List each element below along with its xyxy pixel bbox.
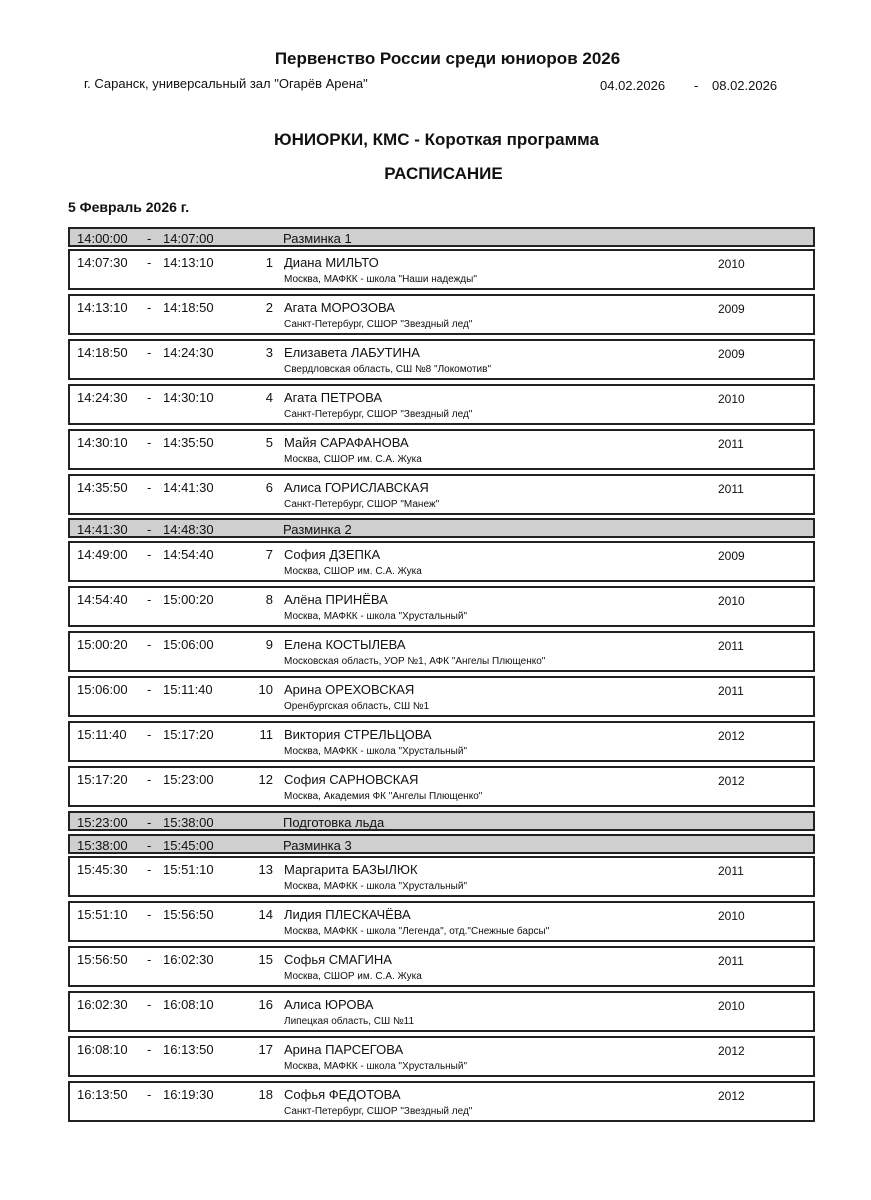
birth-year: 2012 bbox=[718, 1044, 745, 1058]
end-time: 14:48:30 bbox=[163, 522, 214, 537]
start-time: 16:13:50 bbox=[77, 1087, 128, 1102]
skater-row bbox=[68, 631, 815, 672]
time-separator: - bbox=[147, 592, 152, 607]
club-name: Москва, МАФКК - школа "Хрустальный" bbox=[284, 881, 468, 892]
skater-row bbox=[68, 384, 815, 425]
skater-name: Алёна ПРИНЁВА bbox=[284, 592, 388, 607]
birth-year: 2009 bbox=[718, 347, 745, 361]
date-end: 08.02.2026 bbox=[712, 78, 778, 93]
time-separator: - bbox=[147, 952, 152, 967]
birth-year: 2011 bbox=[718, 684, 744, 698]
skater-name: Майя САРАФАНОВА bbox=[284, 435, 409, 450]
end-time: 14:13:10 bbox=[163, 255, 214, 270]
time-separator: - bbox=[147, 838, 152, 853]
skater-name: Маргарита БАЗЫЛЮК bbox=[284, 862, 418, 877]
start-number: 8 bbox=[265, 592, 273, 607]
skater-name: Софья СМАГИНА bbox=[284, 952, 392, 967]
club-name: Москва, МАФКК - школа "Хрустальный" bbox=[284, 611, 468, 622]
skater-name: Арина ПАРСЕГОВА bbox=[284, 1042, 404, 1057]
event-title: ЮНИОРКИ, КМС - Короткая программа bbox=[274, 130, 599, 149]
birth-year: 2009 bbox=[718, 302, 745, 316]
skater-name: Лидия ПЛЕСКАЧЁВА bbox=[284, 907, 411, 922]
skater-name: Арина ОРЕХОВСКАЯ bbox=[284, 682, 415, 697]
club-name: Москва, МАФКК - школа "Легенда", отд."Снежные барсы" bbox=[284, 926, 550, 937]
start-time: 14:13:10 bbox=[77, 300, 128, 315]
time-separator: - bbox=[147, 637, 152, 652]
start-number: 18 bbox=[258, 1087, 273, 1102]
end-time: 15:45:00 bbox=[163, 838, 214, 853]
skater-row bbox=[68, 586, 815, 627]
start-time: 15:51:10 bbox=[77, 907, 128, 922]
birth-year: 2011 bbox=[718, 954, 744, 968]
time-separator: - bbox=[147, 727, 152, 742]
club-name: Москва, МАФКК - школа "Хрустальный" bbox=[284, 1061, 468, 1072]
start-time: 16:08:10 bbox=[77, 1042, 128, 1057]
birth-year: 2010 bbox=[718, 999, 745, 1013]
skater-row bbox=[68, 429, 815, 470]
start-time: 15:11:40 bbox=[77, 727, 127, 742]
end-time: 14:30:10 bbox=[163, 390, 214, 405]
time-separator: - bbox=[147, 997, 152, 1012]
start-number: 3 bbox=[265, 345, 273, 360]
birth-year: 2010 bbox=[718, 257, 745, 271]
start-number: 10 bbox=[258, 682, 273, 697]
start-number: 16 bbox=[258, 997, 273, 1012]
time-separator: - bbox=[147, 1087, 152, 1102]
end-time: 14:18:50 bbox=[163, 300, 214, 315]
start-number: 2 bbox=[265, 300, 273, 315]
skater-row bbox=[68, 856, 815, 897]
time-separator: - bbox=[147, 907, 152, 922]
club-name: Оренбургская область, СШ №1 bbox=[284, 701, 430, 712]
break-row bbox=[68, 811, 815, 831]
skater-row bbox=[68, 901, 815, 942]
start-number: 9 bbox=[265, 637, 273, 652]
skater-name: Диана МИЛЬТО bbox=[284, 255, 379, 270]
venue: г. Саранск, универсальный зал "Огарёв Арена" bbox=[84, 76, 368, 91]
club-name: Москва, МАФКК - школа "Наши надежды" bbox=[284, 274, 477, 285]
skater-row bbox=[68, 946, 815, 987]
day-heading: 5 Февраль 2026 г. bbox=[68, 199, 190, 215]
end-time: 14:07:00 bbox=[163, 231, 214, 246]
end-time: 14:41:30 bbox=[163, 480, 214, 495]
start-number: 11 bbox=[259, 727, 273, 742]
skater-name: Агата МОРОЗОВА bbox=[284, 300, 395, 315]
time-separator: - bbox=[147, 815, 152, 830]
club-name: Москва, МАФКК - школа "Хрустальный" bbox=[284, 746, 468, 757]
start-number: 6 bbox=[265, 480, 273, 495]
end-time: 15:23:00 bbox=[163, 772, 214, 787]
skater-row bbox=[68, 721, 815, 762]
skater-row bbox=[68, 474, 815, 515]
club-name: Москва, СШОР им. С.А. Жука bbox=[284, 566, 422, 577]
club-name: Санкт-Петербург, СШОР "Звездный лед" bbox=[284, 1106, 473, 1117]
club-name: Липецкая область, СШ №11 bbox=[284, 1016, 415, 1027]
end-time: 16:02:30 bbox=[163, 952, 214, 967]
end-time: 14:24:30 bbox=[163, 345, 214, 360]
break-label: Разминка 3 bbox=[283, 838, 352, 853]
end-time: 16:08:10 bbox=[163, 997, 214, 1012]
break-row bbox=[68, 518, 815, 538]
club-name: Санкт-Петербург, СШОР "Звездный лед" bbox=[284, 409, 473, 420]
end-time: 15:51:10 bbox=[163, 862, 214, 877]
start-time: 15:06:00 bbox=[77, 682, 128, 697]
birth-year: 2011 bbox=[718, 482, 744, 496]
club-name: Московская область, УОР №1, АФК "Ангелы Плющенко" bbox=[284, 656, 546, 667]
end-time: 15:56:50 bbox=[163, 907, 214, 922]
time-separator: - bbox=[147, 345, 152, 360]
break-label: Разминка 1 bbox=[283, 231, 352, 246]
start-time: 15:38:00 bbox=[77, 838, 128, 853]
skater-name: Елизавета ЛАБУТИНА bbox=[284, 345, 420, 360]
skater-name: Софья ФЕДОТОВА bbox=[284, 1087, 401, 1102]
birth-year: 2011 bbox=[718, 639, 744, 653]
start-time: 15:23:00 bbox=[77, 815, 128, 830]
start-number: 13 bbox=[258, 862, 273, 877]
start-number: 7 bbox=[265, 547, 273, 562]
start-time: 14:41:30 bbox=[77, 522, 128, 537]
time-separator: - bbox=[147, 522, 152, 537]
time-separator: - bbox=[147, 547, 152, 562]
skater-row bbox=[68, 766, 815, 807]
end-time: 14:35:50 bbox=[163, 435, 214, 450]
birth-year: 2010 bbox=[718, 909, 745, 923]
time-separator: - bbox=[147, 300, 152, 315]
start-time: 15:00:20 bbox=[77, 637, 128, 652]
club-name: Москва, СШОР им. С.А. Жука bbox=[284, 971, 422, 982]
start-number: 12 bbox=[258, 772, 273, 787]
page-title: Первенство России среди юниоров 2026 bbox=[274, 49, 621, 68]
start-number: 14 bbox=[258, 907, 273, 922]
start-time: 14:18:50 bbox=[77, 345, 128, 360]
birth-year: 2012 bbox=[718, 729, 745, 743]
time-separator: - bbox=[147, 1042, 152, 1057]
start-number: 1 bbox=[265, 255, 273, 270]
time-separator: - bbox=[147, 255, 152, 270]
end-time: 16:13:50 bbox=[163, 1042, 214, 1057]
skater-name: Алиса ЮРОВА bbox=[284, 997, 374, 1012]
end-time: 16:19:30 bbox=[163, 1087, 214, 1102]
start-time: 14:49:00 bbox=[77, 547, 128, 562]
time-separator: - bbox=[147, 862, 152, 877]
skater-row bbox=[68, 991, 815, 1032]
end-time: 15:11:40 bbox=[163, 682, 213, 697]
start-time: 14:54:40 bbox=[77, 592, 128, 607]
skater-name: Елена КОСТЫЛЕВА bbox=[284, 637, 406, 652]
skater-name: Алиса ГОРИСЛАВСКАЯ bbox=[284, 480, 429, 495]
start-time: 16:02:30 bbox=[77, 997, 128, 1012]
end-time: 15:38:00 bbox=[163, 815, 214, 830]
break-label: Подготовка льда bbox=[283, 815, 385, 830]
start-time: 14:24:30 bbox=[77, 390, 128, 405]
time-separator: - bbox=[147, 231, 152, 246]
start-number: 17 bbox=[258, 1042, 273, 1057]
start-number: 4 bbox=[265, 390, 273, 405]
skater-row bbox=[68, 339, 815, 380]
skater-row bbox=[68, 249, 815, 290]
start-time: 15:17:20 bbox=[77, 772, 128, 787]
skater-row bbox=[68, 541, 815, 582]
skater-row bbox=[68, 1036, 815, 1077]
start-time: 14:07:30 bbox=[77, 255, 128, 270]
start-time: 15:45:30 bbox=[77, 862, 128, 877]
birth-year: 2009 bbox=[718, 549, 745, 563]
end-time: 15:06:00 bbox=[163, 637, 214, 652]
birth-year: 2011 bbox=[718, 864, 744, 878]
break-row bbox=[68, 834, 815, 854]
time-separator: - bbox=[147, 390, 152, 405]
birth-year: 2010 bbox=[718, 594, 745, 608]
start-time: 14:30:10 bbox=[77, 435, 128, 450]
time-separator: - bbox=[147, 480, 152, 495]
end-time: 15:17:20 bbox=[163, 727, 214, 742]
date-separator: - bbox=[694, 78, 699, 93]
end-time: 15:00:20 bbox=[163, 592, 214, 607]
birth-year: 2012 bbox=[718, 774, 745, 788]
skater-row bbox=[68, 294, 815, 335]
date-start: 04.02.2026 bbox=[600, 78, 666, 93]
skater-row bbox=[68, 676, 815, 717]
break-row bbox=[68, 227, 815, 247]
club-name: Свердловская область, СШ №8 "Локомотив" bbox=[284, 364, 491, 375]
start-time: 14:00:00 bbox=[77, 231, 128, 246]
skater-row bbox=[68, 1081, 815, 1122]
time-separator: - bbox=[147, 772, 152, 787]
skater-name: София ДЗЕПКА bbox=[284, 547, 381, 562]
time-separator: - bbox=[147, 435, 152, 450]
end-time: 14:54:40 bbox=[163, 547, 214, 562]
club-name: Санкт-Петербург, СШОР "Манеж" bbox=[284, 499, 440, 510]
club-name: Москва, СШОР им. С.А. Жука bbox=[284, 454, 422, 465]
time-separator: - bbox=[147, 682, 152, 697]
club-name: Санкт-Петербург, СШОР "Звездный лед" bbox=[284, 319, 473, 330]
break-label: Разминка 2 bbox=[283, 522, 352, 537]
skater-name: Агата ПЕТРОВА bbox=[284, 390, 383, 405]
start-number: 15 bbox=[258, 952, 273, 967]
birth-year: 2010 bbox=[718, 392, 745, 406]
schedule-heading: РАСПИСАНИЕ bbox=[384, 164, 503, 183]
start-time: 15:56:50 bbox=[77, 952, 128, 967]
start-time: 14:35:50 bbox=[77, 480, 128, 495]
skater-name: София САРНОВСКАЯ bbox=[284, 772, 419, 787]
birth-year: 2011 bbox=[718, 437, 744, 451]
skater-name: Виктория СТРЕЛЬЦОВА bbox=[284, 727, 432, 742]
birth-year: 2012 bbox=[718, 1089, 745, 1103]
start-number: 5 bbox=[265, 435, 273, 450]
club-name: Москва, Академия ФК "Ангелы Плющенко" bbox=[284, 791, 483, 802]
